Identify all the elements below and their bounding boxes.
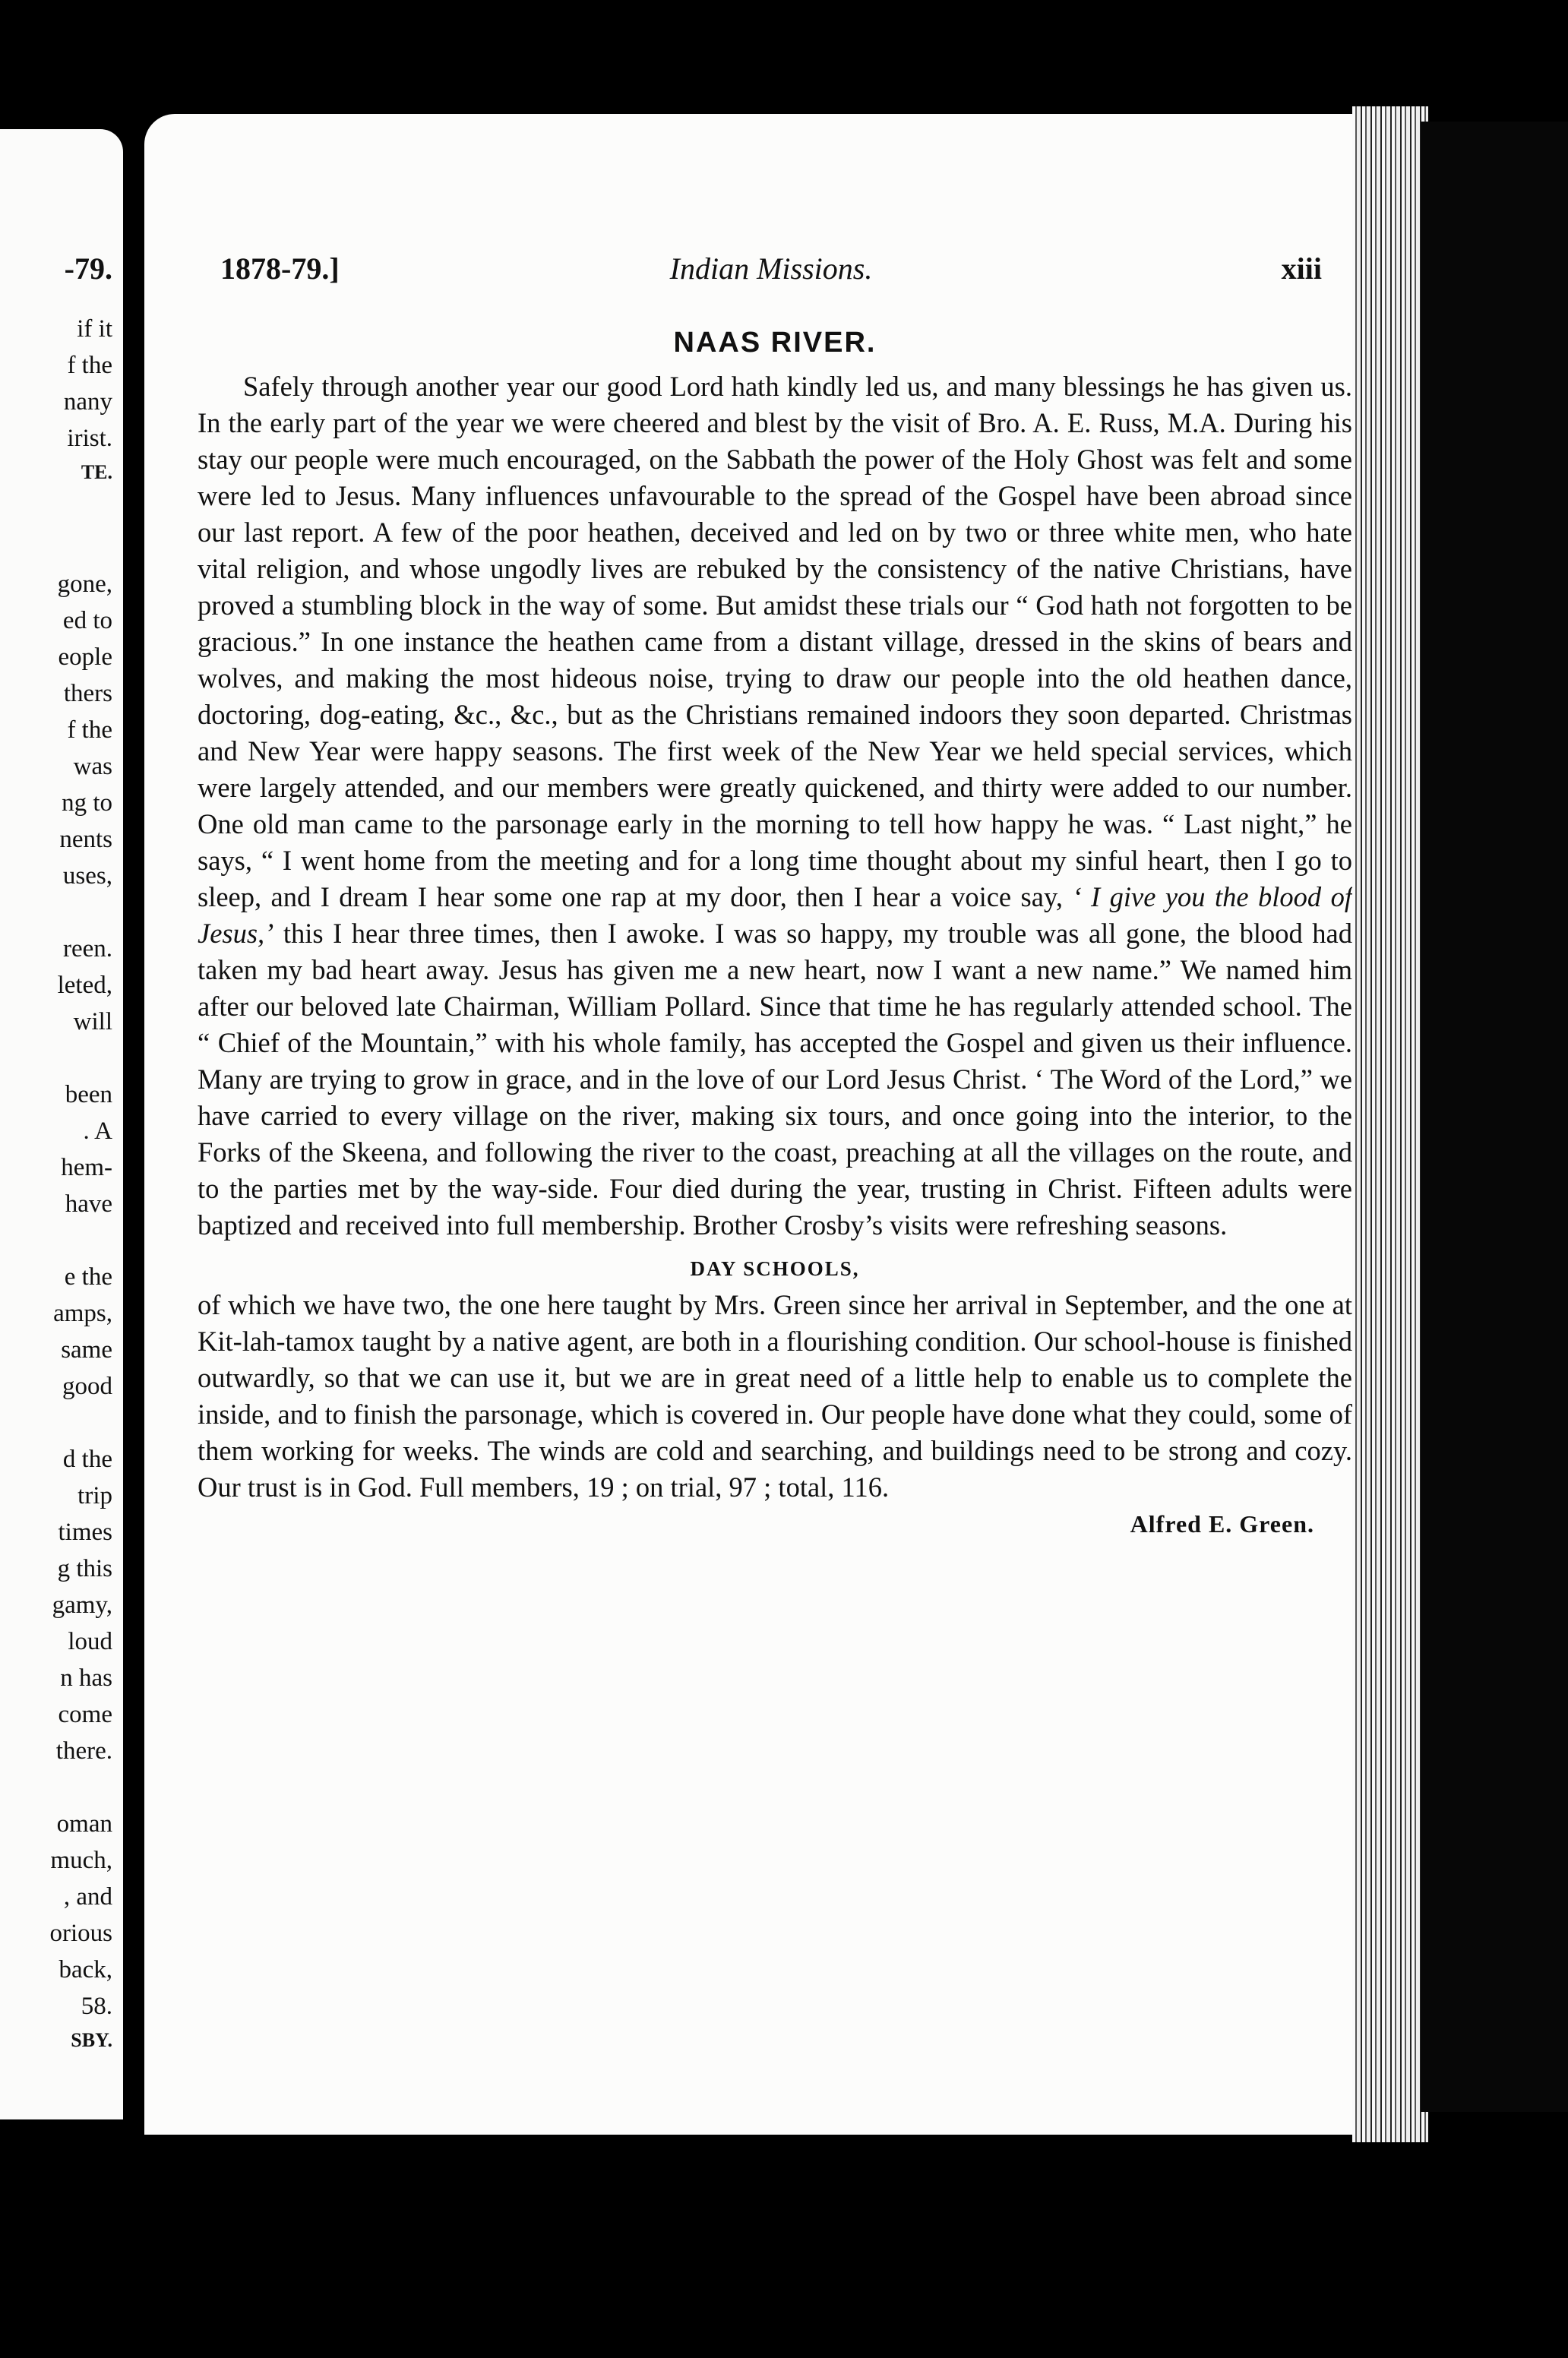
left-page-line: gamy, [52,1591,112,1619]
left-page-line: irist. [67,425,112,452]
left-page-line: e the [64,1263,112,1291]
book-page [144,114,1398,2135]
book-cover-edge [1421,122,1568,2112]
left-page-line: d the [62,1446,112,1473]
left-page-line: oman [56,1810,112,1838]
left-page-line: times [58,1519,112,1546]
left-page-line: TE. [81,461,112,483]
left-page-line: uses, [62,862,112,890]
left-page-line: have [65,1190,112,1218]
left-page-line: back, [58,1956,112,1983]
left-page-line: gone, [57,571,112,598]
left-page-line: thers [63,680,112,707]
left-page-line: was [73,753,112,780]
signature: Alfred E. Green. [1130,1510,1314,1538]
running-head-year: 1878-79.] [220,251,340,286]
left-page-line: come [58,1701,112,1728]
left-page-fragment [0,129,123,2119]
running-head [220,251,1322,296]
left-page-line: n has [60,1664,112,1692]
running-head-title: Indian Missions. [669,251,873,286]
left-page-line: been [65,1081,112,1108]
left-page-line: nents [59,826,112,853]
left-page-line: if it [77,315,112,343]
page-content [198,327,1352,1538]
section-title: NAAS RIVER. [673,327,877,359]
left-page-line: good [62,1373,112,1400]
left-page-line: 58. [81,1993,112,2020]
left-page-line: eople [58,643,112,671]
left-page-line: ng to [62,789,112,817]
main-paragraph [198,368,1352,1244]
left-page-line: hem- [61,1154,112,1181]
italic-quote: ‘ I give you the blood of Jesus,’ [198,881,1353,949]
left-page-line: ed to [62,607,112,634]
left-page-line: . A [83,1117,112,1145]
left-page-header: -79. [64,251,112,286]
left-page-line: orious [49,1920,112,1947]
left-page-line: g this [57,1555,112,1582]
left-page-line: will [73,1008,112,1035]
page-number: xiii [1281,251,1322,286]
subheading-day-schools: DAY SCHOOLS, [690,1257,860,1280]
left-page-line: leted, [57,972,112,999]
left-page-line: , and [63,1883,112,1911]
left-page-line: loud [68,1628,112,1655]
left-page-line: trip [77,1482,112,1509]
left-page-line: reen. [62,935,112,962]
left-page-line: amps, [53,1300,112,1327]
left-page-line: f the [67,716,112,744]
paragraph-text: Safely through another year our good Lord hath kindly led us, and many blessings he has given us. In the early part of the year we were cheered and blest by the visit of Bro. A. E. Russ, M.A. During his stay our people were much encouraged, on the Sabbath the power of the Holy Ghost was felt and some were led to Jesus. Many influences unfavourable to the spread of the Gospel have been abroad since our last report. A few of the poor heathen, deceived and led on by two or three white men, who hate vital religion, and whose ungodly lives are rebuked by the consistency of the native Christians, have proved a stumbling block in the way of some. But amidst these trials our “ God hath not forgotten to be gracious.” In one instance the heathen came from a distant village, dressed in the skins of bears and wolves, and making the most hideous noise, trying to draw our people into the old heathen dance, doctoring, dog-eating, &c., &c., but as the Christians remained indoors they soon departed. Christmas and New Year were happy seasons. The first week of the New Year we held special services, which were largely attended, and our members were greatly quickened, and thirty were added to our number. One old man came to the parsonage early in the morning to tell how happy he was. “ Last night,” he says, “ I went home from the meeting and for a long time thought about my sinful heart, then I go to sleep, and I dream I hear some one rap at my door, then I hear a voice say, [198,371,1352,912]
book-page-edges [1352,106,1428,2142]
left-page-line: there. [55,1737,112,1765]
paragraph-text-continued: this I hear three times, then I awoke. I was so happy, my trouble was all gone, the blood had taken my bad heart away. Jesus has given me a new heart, now I want a new name.” We named him after our beloved late Chairman, William Pollard. Since that time he has regularly attended school. The “ Chief of the Mountain,” with his whole family, has accepted the Gospel and given us their influence. Many are trying to grow in grace, and in the love of our Lord Jesus Christ. ‘ The Word of the Lord,” we have carried to every village on the river, making six tours, and once going into the interior, to the Forks of the Skeena, and following the river to the coast, preaching at all the villages on the route, and to the parties met by the way-side. Four died during the year, trusting in Christ. Fifteen adults were baptized and received into full membership. Brother Crosby’s visits were refreshing seasons. [198,918,1352,1241]
left-page-line: nany [63,388,112,416]
day-schools-paragraph: of which we have two, the one here taught by Mrs. Green since her arrival in September, and the one at Kit-lah-tamox taught by a native agent, are both in a flourishing condition. Our school-house is finished outwardly, so that we can use it, but we are in great need of a little help to enable us to complete the inside, and to finish the parsonage, which is covered in. Our people have done what they could, some of them working for weeks. The winds are cold and searching, and buildings need to be strong and cozy. Our trust is in God. Full members, 19 ; on trial, 97 ; total, 116. [198,1289,1352,1503]
left-page-line: SBY. [71,2029,112,2051]
left-page-line: same [61,1336,112,1364]
left-page-line: much, [50,1847,112,1874]
left-page-line: f the [67,352,112,379]
